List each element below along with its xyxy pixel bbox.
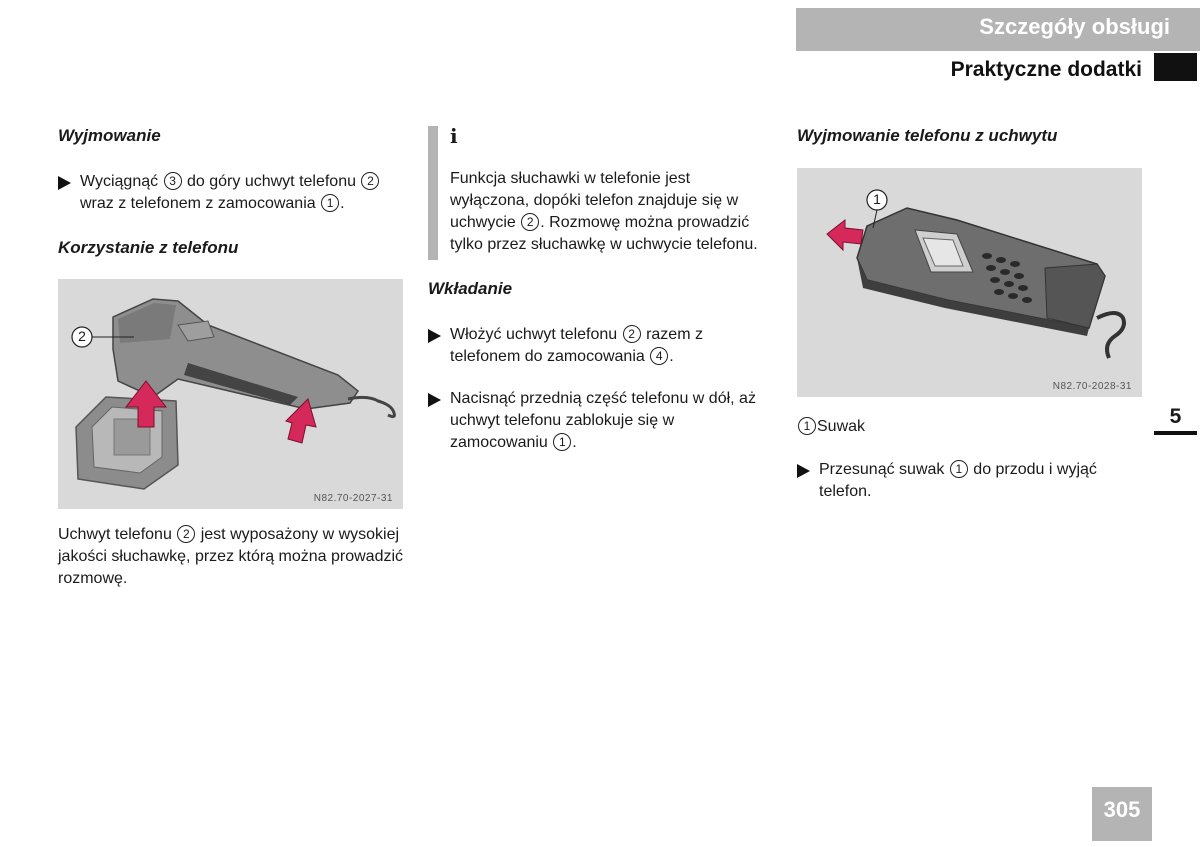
callout-number: 1: [950, 460, 968, 478]
handset-description: Uchwyt telefonu 2 jest wyposażony w wysokiej jakości słuchawkę, przez którą można prowadzić rozmowę.: [58, 526, 404, 587]
section-title: Szczegóły obsługi: [979, 14, 1170, 39]
heading-removal-from-holder-wrap: [797, 125, 1147, 147]
handset-illustration: [58, 279, 403, 509]
step-slide-remove: Przesunąć suwak 1 do przodu i wyjąć telefon.: [797, 459, 1147, 503]
figure-legend: [797, 416, 1147, 438]
heading-insertion: Wkładanie: [428, 279, 513, 298]
figure-callout-label: 1: [873, 191, 881, 207]
callout-number: 2: [177, 525, 195, 543]
heading-using-phone: Korzystanie z telefonu: [58, 238, 239, 257]
figure-code: N82.70-2028-31: [1052, 381, 1132, 392]
figure-phone-in-holder: [797, 168, 1142, 397]
bullet-arrow-icon: [58, 176, 71, 190]
info-icon: i: [450, 124, 458, 148]
heading-removal-from-holder: Wyjmowanie telefonu z uchwytu: [797, 126, 1058, 145]
column-middle: [428, 278, 774, 454]
callout-number: 3: [164, 172, 182, 190]
header-marker: [1154, 53, 1197, 81]
info-sidebar: [428, 126, 438, 260]
column-left: [58, 125, 408, 259]
column-right-text: [797, 416, 1147, 503]
page-number: 305: [1092, 787, 1152, 841]
callout-number: 4: [650, 347, 668, 365]
step-pull-up: Wyciągnąć 3 do góry uchwyt telefonu 2 wraz z telefonem z zamocowania 1 .: [58, 171, 408, 215]
info-note: Funkcja słuchawki w telefonie jest wyłączona, dopóki telefon znajduje się w uchwycie 2 . Rozmowę można prowadzić tylko przez słuchawkę w uchwycie telefonu.: [450, 170, 758, 253]
callout-number: 2: [623, 325, 641, 343]
bullet-arrow-icon: [428, 329, 441, 343]
phone-holder-illustration: [797, 168, 1142, 397]
legend-text: Suwak: [817, 418, 866, 435]
bullet-arrow-icon: [428, 393, 441, 407]
callout-number: 1: [321, 194, 339, 212]
step-press-down: Nacisnąć przednią część telefonu w dół, aż uchwyt telefonu zablokuje się w zamocowaniu 1 .: [428, 388, 774, 454]
subsection-title: Praktyczne dodatki: [950, 58, 1142, 81]
figure-code: N82.70-2027-31: [313, 493, 393, 504]
bullet-arrow-icon: [797, 464, 810, 478]
figure-handset-cradle: [58, 279, 403, 509]
callout-number: 2: [361, 172, 379, 190]
step-insert: Włożyć uchwyt telefonu 2 razem z telefonem do zamocowania 4 .: [428, 324, 774, 368]
callout-number: 2: [521, 213, 539, 231]
chapter-tab: 5: [1154, 401, 1197, 435]
heading-removal: Wyjmowanie: [58, 126, 161, 145]
callout-number: 1: [553, 433, 571, 451]
callout-number: 1: [798, 417, 816, 435]
section-header: [796, 8, 1200, 51]
figure-callout-label: 2: [78, 328, 86, 344]
